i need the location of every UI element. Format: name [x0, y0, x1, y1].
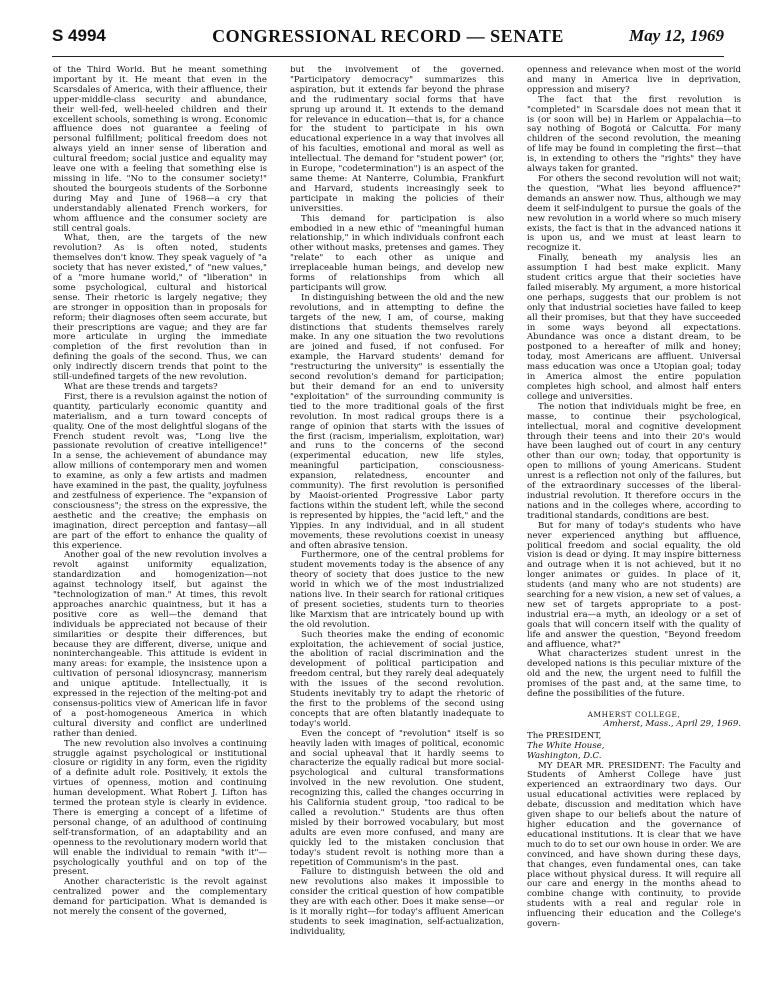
paragraph: Another characteristic is the revolt against centralized power and the complementary demand for participation. What is demanded is not merely the consent of the governed,: [53, 877, 267, 918]
paragraph: The new revolution also involves a continuing struggle against psychological or institutional closure or rigidity in any form, even the rigidity of a definite adult role. Positively, it extols the virtues of openness, motion and continuing human development. What Robert J. Lifton has termed the protean style is clearly in evidence. There is emerging a concept of a lifetime of personal change, of an adulthood of continuing self-transformation, of an adaptability and an openness to the revolutionary modern world that will enable the individual to remain "with it"—psychologically youthful and on top of the present.: [53, 738, 267, 878]
paragraph: But for many of today's students who have never experienced anything but affluence, political freedom and social equality, the old vision is dead or dying. It may inspire bitterness and outrage when it is not achieved, but it no longer animates or guides. In place of it, students (and many who are not students) are searching for a new vision, a new set of values, a new set of targets appropriate to a post-industrial era—a myth, an ideology or a set of goals that will concern itself with the quality of life and answer the question, "Beyond freedom and affluence, what?": [527, 520, 741, 650]
paragraph: openness and relevance when most of the world and many in America live in deprivation, oppression and misery?: [527, 66, 741, 95]
paragraph: What, then, are the targets of the new revolution? As is often noted, students themselves don't know. They speak vaguely of "a society that has never existed," of "new values," of a "more humane world," of "liberation" in some psychological, cultural and historical sense. Their rhetoric is largely negative; they are stronger in opposition than in proposals for reform; their diagnoses often seem accurate, but their prescriptions are vague; and they are far more articulate in urging the immediate completion of the first revolution than in defining the goals of the second. Thus, we can only indirectly discern trends that point to the still-undefined targets of the new revolution.: [53, 233, 267, 383]
paragraph: MY DEAR MR. PRESIDENT: The Faculty and Students of Amherst College have just experienced an extraordinary two days. Our usual educational activities were replaced by debate, discussion and meditation which have given shape to our beliefs about the nature of higher education and the governance of educational institutions. It is clear that we have much to do to set our own house in order. We are convinced, and have shown during these days, that changes, even fundamental ones, can take place without physical duress. It will require all our care and energy in the months ahead to combine change with continuity, to provide students with a real and regular role in influencing their education and the College's govern-: [527, 760, 741, 930]
publication-title: CONGRESSIONAL RECORD — SENATE: [212, 26, 564, 46]
letter-dateline: Amherst, Mass., April 29, 1969.: [603, 718, 741, 729]
page-number: S 4994: [52, 26, 106, 45]
paragraph: Such theories make the ending of economic exploitation, the achievement of social justice, the abolition of racial discrimination and the development of political participation and freedom central, but they rarely deal adequately with the issues of the second revolution. Students inevitably try to adapt the rhetoric of the first to the problems of the second using concepts that are often blatantly inadequate to today's world.: [290, 629, 504, 729]
page-header: [52, 22, 724, 57]
paragraph: Another goal of the new revolution involves a revolt against uniformity equalization, standardization and homogenization—not against technology itself, but against the "technologization of man." At times, this revolt approaches anarchic quaintness, but it has a positive core as well—the demand that individuals be appreciated not because of their similarities or despite their differences, but because they are different, diverse, unique and noninterchangeable. This attitude is evident in many areas: for example, the insistence upon a cultivation of personal idiosyncrasy, mannerism and unique aptitude. Intellectually, it is expressed in the rejection of the melting-pot and consensus-politics view of American life in favor of a post-homogeneous America in which cultural diversity and conflict are underlined rather than denied.: [53, 550, 267, 739]
text-column-2: [290, 66, 504, 971]
paragraph: For others the second revolution will not wait; the question, "What lies beyond affluence?" demands an answer now. Thus, although we may deem it self-indulgent to pursue the goals of the new revolution in a world where so much misery exists, the fact is that in the advanced nations it is upon us, and we must at least learn to recognize it.: [527, 173, 741, 254]
paragraph: The fact that the first revolution is "completed" in Scarsdale does not mean that it is (or soon will be) in Harlem or Appalachia—to say nothing of Bogotá or Calcutta. For many children of the second revolution, the meaning of life may be found in completing the first—that is, in extending to others the "rights" they have always taken for granted.: [527, 94, 741, 175]
text-column-1: [53, 66, 267, 971]
paragraph: The notion that individuals might be free, en masse, to continue their psychological, intellectual, moral and cognitive development through their teens and into their 20's would have been laughed out of court in any century other than our own; today, that opportunity is open to millions of young Americans. Student unrest is a reflection not only of the failures, but of the extraordinary successes of the liberal-industrial revolution. It therefore occurs in the nations and in the colleges where, according to traditional standards, conditions are best.: [527, 401, 741, 521]
paragraph: Furthermore, one of the central problems for student movements today is the absence of any theory of society that does justice to the new world in which we of the most industrialized nations live. In their search for rational critiques of present societies, students turn to theories like Marxism that are intricately bound up with the old revolution.: [290, 550, 504, 630]
paragraph: In distinguishing between the old and the new revolutions, and in attempting to define the targets of the new, I am, of course, making distinctions that students themselves rarely make. In any one situation the two revolutions are joined and fused, if not confused. For example, the Harvard students' demand for "restructuring the university" is essentially the second revolution's demand for participation; but their demand for an end to university "exploitation" of the surrounding community is tied to the more traditional goals of the first revolution. In most radical groups there is a range of opinion that starts with the issues of the first (racism, imperialism, exploitation, war) and runs to the concerns of the second (experimental education, new life styles, meaningful participation, consciousness-expansion, relatedness, encounter and community). The first revolution is personified by Maoist-oriented Progressive Labor party factions within the student left, while the second is represented by hippies, the "acid left," and the Yippies. In any individual, and in all student movements, these revolutions coexist in uneasy and often abrasive tension.: [290, 292, 504, 551]
issue-date: May 12, 1969: [629, 26, 724, 45]
paragraph: Even the concept of "revolution" itself is so heavily laden with images of political, economic and social upheaval that it hardly seems to characterize the equally radical but more social-psychological and cultural transformations involved in the new revolution. One student, recognizing this, called the changes occurring in his California student group, "too radical to be called a revolution." Students are thus often misled by their borrowed vocabulary, but most adults are even more confused, and many are quickly led to the mistaken conclusion that today's student revolt is nothing more than a repetition of Communism's in the past.: [290, 728, 504, 868]
paragraph: Failure to distinguish between the old and new revolutions also makes it impossible to consider the critical question of how compatible they are with each other. Does it make sense—or is it morally right—for today's affluent American students to seek imagination, self-actualization, individuality,: [290, 867, 504, 937]
letter-address-line: Washington, D.C.: [527, 750, 602, 761]
letter-address-line: The PRESIDENT,: [527, 730, 602, 741]
paragraph: of the Third World. But he meant something important by it. He meant that even in the Scarsdales of America, with their affluence, their upper-middle-class security and abundance, their well-fed, well-heeled children and their excellent schools, something is wrong. Economic affluence does not guarantee a feeling of personal fulfillment; political freedom does not always yield an inner sense of liberation and cultural freedom; social justice and equality may leave one with a feeling that something else is missing in life. "No to the consumer society!" shouted the bourgeois students of the Sorbonne during May and June of 1968—a cry that understandably alienated French workers, for whom affluence and the consumer society are still central goals.: [53, 66, 267, 234]
paragraph: Finally, beneath my analysis lies an assumption I had best make explicit. Many student critics argue that their societies have failed miserably. My argument, a more historical one perhaps, suggests that our problem is not only that industrial societies have failed to keep all their promises, but that they have succeeded in some ways beyond all expectations. Abundance was once a distant dream, to be postponed to a hereafter of milk and honey; today, most Americans are affluent. Universal mass education was once a Utopian goal; today in America almost the entire population completes high school, and almost half enters college and universities.: [527, 253, 741, 402]
paragraph: First, there is a revulsion against the notion of quantity, particularly economic quantity and materialism, and a turn toward concepts of quality. One of the most delightful slogans of the French student revolt was, "Long live the passionate revolution of creative intelligence!" In a sense, the achievement of abundance may allow millions of contemporary men and women to examine, as only a few artists and madmen have examined in the past, the quality, joyfulness and zestfulness of experience. The "expansion of consciousness"; the stress on the expressive, the aesthetic and the creative; the emphasis on imagination, direct perception and fantasy—all are part of the effort to enhance the quality of this experience.: [53, 391, 267, 551]
letter-address-line: The White House,: [527, 740, 605, 751]
paragraph: This demand for participation is also embodied in a new ethic of "meaningful human relationship," in which individuals confront each other without masks, pretenses and games. They "relate" to each other as unique and irreplaceable human beings, and develop new forms of relationships from which all participants will grow.: [290, 213, 504, 293]
text-column-3: [527, 66, 741, 971]
paragraph: What are these trends and targets?: [64, 382, 218, 392]
letter-sender: AMHERST COLLEGE,: [587, 710, 681, 719]
paragraph: What characterizes student unrest in the developed nations is this peculiar mixture of the old and the new, the urgent need to fulfill the promises of the past and, at the same time, to define the possibilities of the future.: [527, 649, 741, 700]
paragraph: but the involvement of the governed. "Participatory democracy" summarizes this aspiration, but it extends far beyond the phrase and the rudimentary social forms that have sprung up around it. It extends to the demand for relevance in education—that is, for a chance for the student to participate in his own educational experience in a way that involves all of his faculties, emotional and moral as well as intellectual. The demand for "student power" (or, in Europe, "codetermination") is an aspect of the same theme: At Nanterre, Columbia, Frankfurt and Harvard, students increasingly seek to participate in making the policies of their universities.: [290, 66, 504, 214]
